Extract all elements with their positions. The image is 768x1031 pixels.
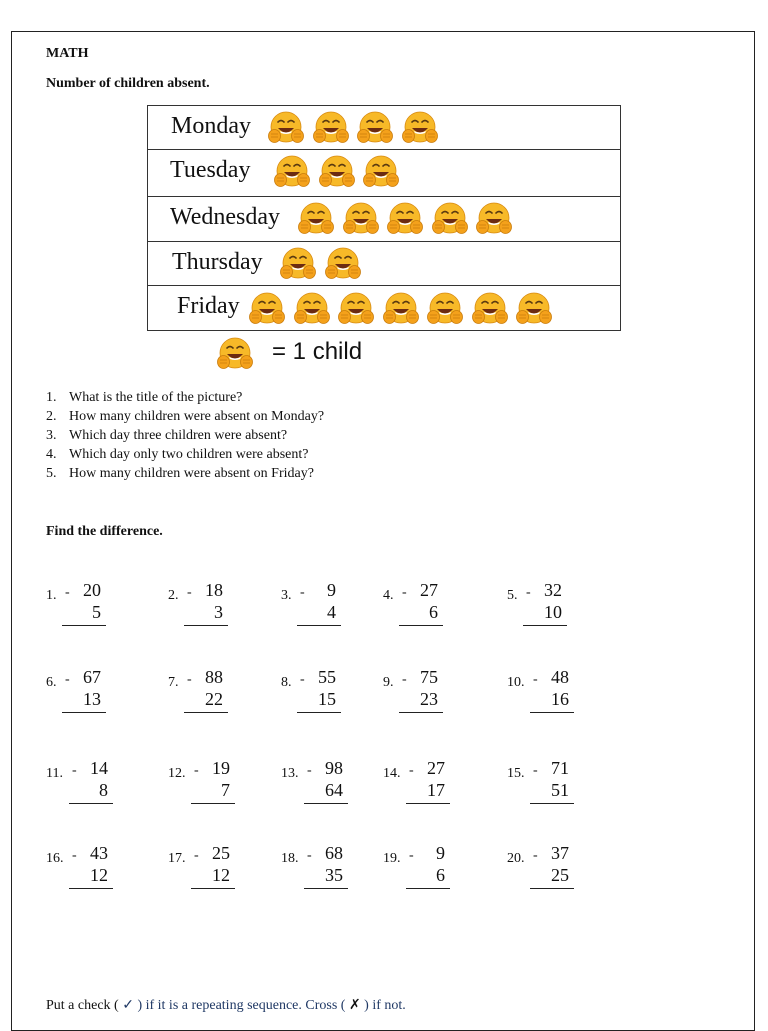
hugging-face-icon (432, 201, 468, 237)
answer-line (304, 888, 348, 889)
subtraction-problem (281, 843, 341, 893)
answer-line (406, 803, 450, 804)
subtraction-problem (383, 580, 443, 630)
instruction-suffix: ) if not. (360, 998, 406, 1013)
hugging-face-icon (472, 291, 508, 327)
minus-sign: - (72, 763, 77, 778)
subtrahend: 17 (427, 780, 445, 800)
minuend: 14 (90, 758, 108, 778)
hugging-face-icon (274, 154, 310, 190)
minus-sign: - (533, 763, 538, 778)
subtraction-problem (507, 580, 567, 630)
subtraction-problem (383, 667, 443, 717)
minus-sign: - (533, 848, 538, 863)
hugging-face-icon (402, 110, 438, 146)
subtraction-problem (507, 758, 567, 808)
problem-number: 15. (507, 766, 525, 781)
hugging-face-icon (357, 110, 393, 146)
answer-line (191, 888, 235, 889)
pictograph-row-wednesday (148, 197, 620, 242)
problem-number: 13. (281, 766, 299, 781)
minus-sign: - (307, 763, 312, 778)
subtrahend: 25 (551, 865, 569, 885)
problem-number: 3. (281, 588, 292, 603)
minus-sign: - (409, 763, 414, 778)
hugging-face-icon (476, 201, 512, 237)
subtraction-problem (168, 667, 228, 717)
minuend: 55 (318, 667, 336, 687)
problem-number: 11. (46, 766, 63, 781)
hugging-face-icon (313, 110, 349, 146)
pictograph-table (147, 105, 621, 331)
subtrahend: 6 (436, 865, 445, 885)
day-label: Tuesday (170, 157, 251, 183)
question-text: How many children were absent on Friday? (69, 466, 314, 481)
problem-number: 17. (168, 851, 186, 866)
hugging-face-icon (294, 291, 330, 327)
subtrahend: 23 (420, 689, 438, 709)
subtrahend: 4 (327, 602, 336, 622)
subtrahend: 22 (205, 689, 223, 709)
subtraction-problem (46, 758, 106, 808)
problem-number: 14. (383, 766, 401, 781)
minuend: 27 (427, 758, 445, 778)
minus-sign: - (409, 848, 414, 863)
page-title: MATH (46, 46, 89, 61)
hugging-face-icon (363, 154, 399, 190)
problem-number: 4. (383, 588, 394, 603)
minus-sign: - (194, 848, 199, 863)
problem-number: 1. (46, 588, 57, 603)
minuend: 25 (212, 843, 230, 863)
problem-number: 16. (46, 851, 64, 866)
hugging-face-icon (338, 291, 374, 327)
minus-sign: - (533, 672, 538, 687)
hugging-face-icon (387, 201, 423, 237)
minuend: 19 (212, 758, 230, 778)
problem-number: 20. (507, 851, 525, 866)
problem-number: 5. (507, 588, 518, 603)
hugging-face-icon (319, 154, 355, 190)
subtraction-problem (46, 667, 106, 717)
subtrahend: 8 (99, 780, 108, 800)
minuend: 9 (327, 580, 336, 600)
hugging-face-icon (383, 291, 419, 327)
answer-line (62, 712, 106, 713)
pictograph-row-thursday (148, 242, 620, 286)
question-text: How many children were absent on Monday? (69, 409, 325, 424)
cross-mark-icon: ✗ (348, 998, 361, 1013)
minus-sign: - (187, 585, 192, 600)
minuend: 32 (544, 580, 562, 600)
problem-number: 19. (383, 851, 401, 866)
subtrahend: 35 (325, 865, 343, 885)
minuend: 37 (551, 843, 569, 863)
hugging-face-icon (516, 291, 552, 327)
subtrahend: 51 (551, 780, 569, 800)
instruction-prefix: Put a check ( (46, 998, 123, 1013)
minuend: 71 (551, 758, 569, 778)
answer-line (184, 712, 228, 713)
subtrahend: 3 (214, 602, 223, 622)
minus-sign: - (300, 672, 305, 687)
hugging-face-icon (217, 336, 253, 372)
subtraction-problem (281, 667, 341, 717)
day-label: Wednesday (170, 204, 281, 230)
hugging-face-icon (325, 246, 361, 282)
minus-sign: - (307, 848, 312, 863)
answer-line (523, 625, 567, 626)
minus-sign: - (65, 672, 70, 687)
problem-number: 2. (168, 588, 179, 603)
answer-line (69, 803, 113, 804)
answer-line (62, 625, 106, 626)
subtraction-problem (507, 667, 567, 717)
answer-line (184, 625, 228, 626)
subtraction-problem (281, 580, 341, 630)
answer-line (406, 888, 450, 889)
pictograph-key: = 1 child (272, 338, 363, 365)
hugging-face-icon (298, 201, 334, 237)
hugging-face-icon (280, 246, 316, 282)
minus-sign: - (72, 848, 77, 863)
subtrahend: 5 (92, 602, 101, 622)
minuend: 43 (90, 843, 108, 863)
minuend: 75 (420, 667, 438, 687)
subtrahend: 64 (325, 780, 343, 800)
answer-line (69, 888, 113, 889)
answer-line (530, 888, 574, 889)
question-text: Which day three children were absent? (69, 428, 288, 443)
minus-sign: - (402, 585, 407, 600)
minuend: 88 (205, 667, 223, 687)
check-mark-icon: ✓ (122, 998, 134, 1013)
subtrahend: 12 (90, 865, 108, 885)
day-label: Friday (177, 293, 240, 319)
subtraction-problem (281, 758, 341, 808)
sequence-instruction (46, 997, 406, 1015)
question-number: 3. (46, 428, 57, 443)
subtrahend: 15 (318, 689, 336, 709)
pictograph-row-tuesday (148, 150, 620, 197)
minuend: 9 (436, 843, 445, 863)
minuend: 20 (83, 580, 101, 600)
minus-sign: - (402, 672, 407, 687)
subtrahend: 6 (429, 602, 438, 622)
pictograph-title: Number of children absent. (46, 76, 210, 91)
subtraction-problem (168, 843, 228, 893)
subtrahend: 16 (551, 689, 569, 709)
minus-sign: - (187, 672, 192, 687)
subtraction-problem (507, 843, 567, 893)
problem-number: 9. (383, 675, 394, 690)
difference-heading: Find the difference. (46, 524, 163, 539)
answer-line (297, 625, 341, 626)
answer-line (297, 712, 341, 713)
subtraction-problem (383, 758, 443, 808)
problem-number: 10. (507, 675, 525, 690)
hugging-face-icon (427, 291, 463, 327)
hugging-face-icon (249, 291, 285, 327)
day-label: Thursday (172, 249, 263, 275)
answer-line (399, 712, 443, 713)
pictograph-row-monday (148, 106, 620, 150)
day-label: Monday (171, 113, 251, 139)
minuend: 98 (325, 758, 343, 778)
minuend: 27 (420, 580, 438, 600)
subtrahend: 7 (221, 780, 230, 800)
subtraction-problem (46, 580, 106, 630)
subtraction-problem (46, 843, 106, 893)
question-number: 1. (46, 390, 57, 405)
problem-number: 18. (281, 851, 299, 866)
hugging-face-icon (343, 201, 379, 237)
answer-line (399, 625, 443, 626)
subtrahend: 12 (212, 865, 230, 885)
subtraction-problem (168, 758, 228, 808)
minuend: 67 (83, 667, 101, 687)
problem-number: 12. (168, 766, 186, 781)
minuend: 48 (551, 667, 569, 687)
subtrahend: 13 (83, 689, 101, 709)
minus-sign: - (526, 585, 531, 600)
subtraction-problem (383, 843, 443, 893)
question-number: 2. (46, 409, 57, 424)
question-text: What is the title of the picture? (69, 390, 243, 405)
answer-line (304, 803, 348, 804)
minus-sign: - (65, 585, 70, 600)
minuend: 68 (325, 843, 343, 863)
instruction-middle: ) if it is a repeating sequence. Cross ( (133, 998, 349, 1013)
hugging-face-icon (268, 110, 304, 146)
minus-sign: - (300, 585, 305, 600)
answer-line (191, 803, 235, 804)
answer-line (530, 712, 574, 713)
problem-number: 6. (46, 675, 57, 690)
problem-number: 7. (168, 675, 179, 690)
minuend: 18 (205, 580, 223, 600)
subtrahend: 10 (544, 602, 562, 622)
question-number: 4. (46, 447, 57, 462)
problem-number: 8. (281, 675, 292, 690)
question-number: 5. (46, 466, 57, 481)
subtraction-problem (168, 580, 228, 630)
pictograph-row-friday (148, 286, 620, 331)
answer-line (530, 803, 574, 804)
minus-sign: - (194, 763, 199, 778)
question-text: Which day only two children were absent? (69, 447, 309, 462)
